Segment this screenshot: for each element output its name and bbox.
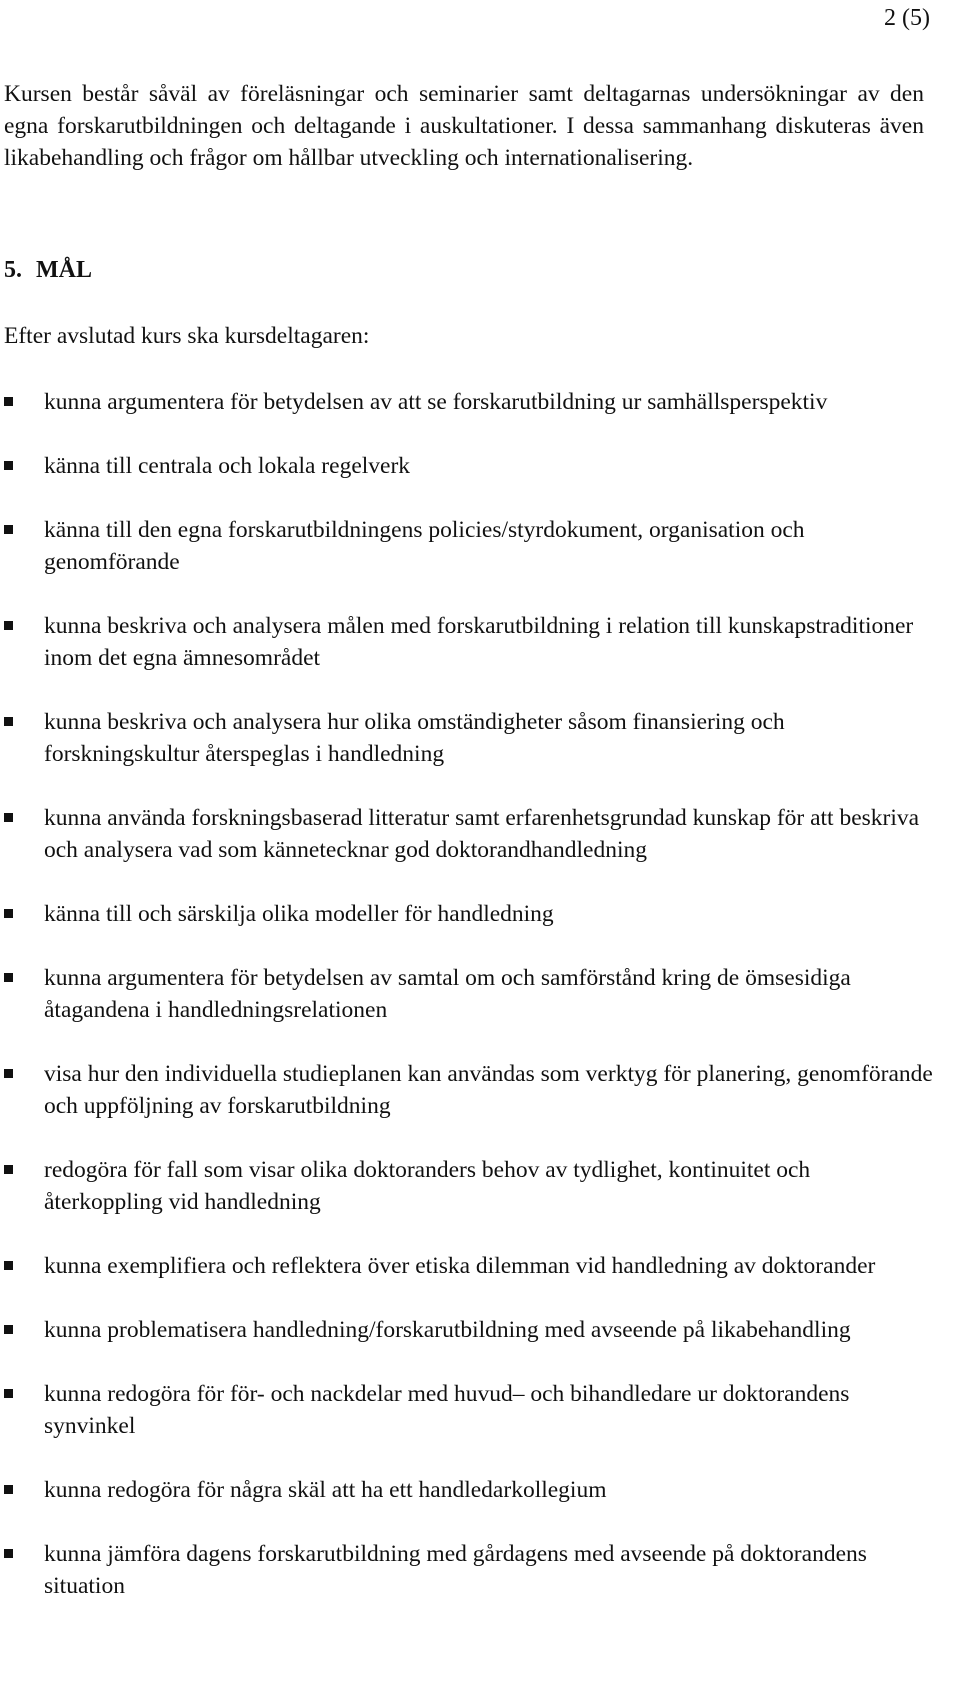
goal-text: kunna beskriva och analysera hur olika omständigheter såsom finansiering och forskningskultur återspeglas i handledning xyxy=(44,709,785,767)
section-heading xyxy=(4,254,92,286)
goal-item xyxy=(0,514,940,578)
square-bullet-icon xyxy=(4,397,13,406)
goal-text: kunna argumentera för betydelsen av att se forskarutbildning ur samhällsperspektiv xyxy=(44,389,828,415)
goal-item xyxy=(0,802,940,866)
goal-item xyxy=(0,450,940,482)
square-bullet-icon xyxy=(4,1165,13,1174)
goal-item xyxy=(0,1154,940,1218)
goals-lead-text: Efter avslutad kurs ska kursdeltagaren: xyxy=(4,323,370,349)
goal-text: kunna använda forskningsbaserad litteratur samt erfarenhetsgrundad kunskap för att beskriva och analysera vad som kännetecknar god doktorandhandledning xyxy=(44,805,920,863)
section-title: MÅL xyxy=(36,257,92,283)
goal-item xyxy=(0,610,940,674)
square-bullet-icon xyxy=(4,1325,13,1334)
intro-paragraph: Kursen består såväl av föreläsningar och seminarier samt deltagarnas undersökningar av den egna forskarutbildningen och deltagande i auskultationer. I dessa sammanhang diskuteras även likabehandling och frågor om hållbar utveckling och internationalisering. xyxy=(4,81,924,171)
goal-text: kunna redogöra för några skäl att ha ett handledarkollegium xyxy=(44,1477,607,1503)
goal-text: kunna argumentera för betydelsen av samtal om och samförstånd kring de ömsesidiga åtagandena i handledningsrelationen xyxy=(44,965,851,1023)
goal-item xyxy=(0,1538,940,1602)
square-bullet-icon xyxy=(4,1485,13,1494)
goal-item xyxy=(0,386,940,418)
goal-item xyxy=(0,706,940,770)
square-bullet-icon xyxy=(4,1549,13,1558)
goal-text: redogöra för fall som visar olika doktoranders behov av tydlighet, kontinuitet och återkoppling vid handledning xyxy=(44,1157,811,1215)
square-bullet-icon xyxy=(4,973,13,982)
goal-item xyxy=(0,962,940,1026)
goals-list xyxy=(0,386,940,1634)
square-bullet-icon xyxy=(4,1389,13,1398)
goal-item xyxy=(0,1250,940,1282)
goal-item xyxy=(0,1474,940,1506)
goal-item xyxy=(0,898,940,930)
goal-text: kunna redogöra för för- och nackdelar med huvud– och bihandledare ur doktorandens synvinkel xyxy=(44,1381,850,1439)
square-bullet-icon xyxy=(4,813,13,822)
goal-text: visa hur den individuella studieplanen kan användas som verktyg för planering, genomförande och uppföljning av forskarutbildning xyxy=(44,1061,933,1119)
square-bullet-icon xyxy=(4,621,13,630)
goal-text: kunna exemplifiera och reflektera över etiska dilemman vid handledning av doktorander xyxy=(44,1253,876,1279)
goal-text: kunna jämföra dagens forskarutbildning med gårdagens med avseende på doktorandens situation xyxy=(44,1541,867,1599)
goal-item xyxy=(0,1378,940,1442)
square-bullet-icon xyxy=(4,461,13,470)
square-bullet-icon xyxy=(4,909,13,918)
goal-item xyxy=(0,1058,940,1122)
page-number: 2 (5) xyxy=(884,5,930,31)
goal-item xyxy=(0,1314,940,1346)
goal-text: känna till den egna forskarutbildningens policies/styrdokument, organisation och genomförande xyxy=(44,517,805,575)
section-number: 5. xyxy=(4,257,22,283)
square-bullet-icon xyxy=(4,1069,13,1078)
goal-text: känna till och särskilja olika modeller för handledning xyxy=(44,901,554,927)
square-bullet-icon xyxy=(4,525,13,534)
square-bullet-icon xyxy=(4,717,13,726)
goal-text: kunna beskriva och analysera målen med forskarutbildning i relation till kunskapstraditioner inom det egna ämnesområdet xyxy=(44,613,914,671)
goal-text: kunna problematisera handledning/forskarutbildning med avseende på likabehandling xyxy=(44,1317,851,1343)
square-bullet-icon xyxy=(4,1261,13,1270)
goal-text: känna till centrala och lokala regelverk xyxy=(44,453,411,479)
